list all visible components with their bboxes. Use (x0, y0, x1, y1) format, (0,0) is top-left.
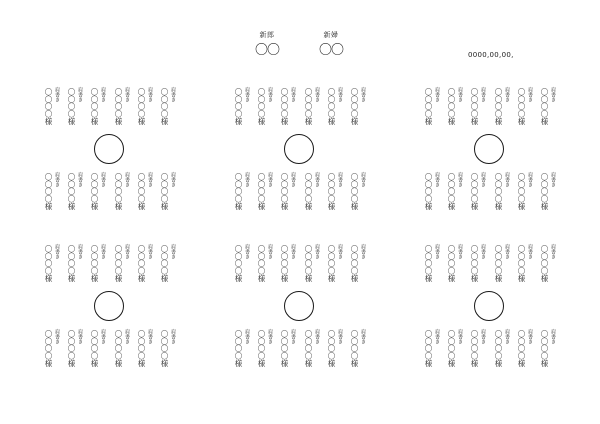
guest-title: 肩書き (480, 87, 486, 102)
guest-name: 〇〇〇〇様 (234, 245, 243, 282)
guest-seat (516, 172, 536, 213)
guest-name: 〇〇〇〇様 (424, 173, 433, 210)
round-table (474, 291, 504, 321)
guest-seat (43, 172, 63, 213)
guest-name: 〇〇〇〇様 (137, 88, 146, 125)
guest-seat (349, 329, 369, 370)
guest-title: 肩書き (100, 244, 106, 259)
guest-seat (233, 244, 253, 285)
guest-title: 肩書き (244, 244, 250, 259)
guest-seat (89, 87, 109, 128)
guest-seat (326, 329, 346, 370)
table-group (43, 87, 177, 228)
guest-name: 〇〇〇〇様 (234, 173, 243, 210)
guest-title: 肩書き (550, 244, 556, 259)
guest-name: 〇〇〇〇様 (114, 330, 123, 367)
guest-name: 〇〇〇〇様 (350, 88, 359, 125)
guest-title: 肩書き (457, 172, 463, 187)
guest-name: 〇〇〇〇様 (67, 330, 76, 367)
guest-title: 肩書き (457, 244, 463, 259)
guest-row (233, 244, 367, 285)
guest-name: 〇〇〇〇様 (67, 173, 76, 210)
guest-seat (349, 172, 369, 213)
guest-title: 肩書き (360, 87, 366, 102)
guest-name: 〇〇〇〇様 (257, 330, 266, 367)
guest-title: 肩書き (527, 172, 533, 187)
guest-seat (493, 172, 513, 213)
guest-name: 〇〇〇〇様 (257, 173, 266, 210)
guest-name: 〇〇〇〇様 (114, 245, 123, 282)
guest-seat (469, 172, 489, 213)
guest-seat (326, 87, 346, 128)
guest-seat (423, 329, 443, 370)
guest-seat (233, 172, 253, 213)
guest-name: 〇〇〇〇様 (114, 173, 123, 210)
guest-name: 〇〇〇〇様 (447, 330, 456, 367)
guest-row (423, 87, 557, 128)
guest-name: 〇〇〇〇様 (257, 88, 266, 125)
guest-seat (539, 244, 559, 285)
guest-seat (279, 244, 299, 285)
guest-name: 〇〇〇〇様 (424, 88, 433, 125)
guest-title: 肩書き (434, 244, 440, 259)
guest-title: 肩書き (170, 329, 176, 344)
guest-name: 〇〇〇〇様 (90, 173, 99, 210)
guest-title: 肩書き (124, 172, 130, 187)
guest-name: 〇〇〇〇様 (234, 88, 243, 125)
guest-title: 肩書き (550, 329, 556, 344)
guest-name: 〇〇〇〇様 (447, 88, 456, 125)
guest-title: 肩書き (290, 87, 296, 102)
guest-title: 肩書き (504, 172, 510, 187)
guest-title: 肩書き (290, 172, 296, 187)
guest-seat (113, 244, 133, 285)
guest-title: 肩書き (170, 87, 176, 102)
guest-name: 〇〇〇〇様 (517, 330, 526, 367)
guest-title: 肩書き (100, 172, 106, 187)
guest-name: 〇〇〇〇様 (137, 245, 146, 282)
guest-title: 肩書き (504, 329, 510, 344)
guest-name: 〇〇〇〇様 (540, 245, 549, 282)
event-date: 0000,00,00, (468, 51, 514, 59)
guest-seat (493, 244, 513, 285)
guest-seat (303, 244, 323, 285)
guest-seat (66, 329, 86, 370)
guest-seat (423, 87, 443, 128)
guest-seat (113, 329, 133, 370)
guest-seat (43, 87, 63, 128)
guest-name: 〇〇〇〇様 (137, 330, 146, 367)
guest-title: 肩書き (267, 329, 273, 344)
guest-seat (493, 87, 513, 128)
bride-title: 新婦 (323, 31, 339, 39)
guest-row (423, 329, 557, 370)
guest-name: 〇〇〇〇様 (350, 330, 359, 367)
guest-name: 〇〇〇〇様 (257, 245, 266, 282)
guest-name: 〇〇〇〇様 (137, 173, 146, 210)
guest-name: 〇〇〇〇様 (280, 245, 289, 282)
guest-title: 肩書き (267, 244, 273, 259)
guest-name: 〇〇〇〇様 (540, 88, 549, 125)
guest-row (43, 329, 177, 370)
guest-name: 〇〇〇〇様 (90, 245, 99, 282)
guest-seat (423, 244, 443, 285)
table-group (423, 87, 557, 228)
guest-name: 〇〇〇〇様 (447, 173, 456, 210)
guest-seat (539, 172, 559, 213)
guest-name: 〇〇〇〇様 (517, 173, 526, 210)
guest-seat (113, 87, 133, 128)
guest-title: 肩書き (170, 172, 176, 187)
guest-title: 肩書き (100, 329, 106, 344)
guest-name: 〇〇〇〇様 (44, 245, 53, 282)
guest-name: 〇〇〇〇様 (494, 88, 503, 125)
guest-title: 肩書き (457, 329, 463, 344)
table-group (233, 244, 367, 385)
guest-title: 肩書き (360, 244, 366, 259)
guest-seat (89, 172, 109, 213)
guest-title: 肩書き (527, 244, 533, 259)
guest-title: 肩書き (244, 87, 250, 102)
guest-name: 〇〇〇〇様 (90, 88, 99, 125)
guest-title: 肩書き (337, 172, 343, 187)
guest-title: 肩書き (244, 172, 250, 187)
guest-seat (256, 87, 276, 128)
guest-seat (446, 329, 466, 370)
guest-title: 肩書き (267, 172, 273, 187)
guest-name: 〇〇〇〇様 (304, 173, 313, 210)
guest-name: 〇〇〇〇様 (470, 330, 479, 367)
guest-name: 〇〇〇〇様 (160, 245, 169, 282)
guest-title: 肩書き (314, 172, 320, 187)
guest-name: 〇〇〇〇様 (304, 88, 313, 125)
guest-name: 〇〇〇〇様 (114, 88, 123, 125)
guest-name: 〇〇〇〇様 (540, 173, 549, 210)
guest-seat (279, 329, 299, 370)
guest-seat (539, 329, 559, 370)
guest-row (233, 172, 367, 213)
guest-seat (303, 87, 323, 128)
guest-name: 〇〇〇〇様 (327, 330, 336, 367)
guest-name: 〇〇〇〇様 (424, 245, 433, 282)
guest-seat (326, 172, 346, 213)
guest-seat (136, 244, 156, 285)
guest-title: 肩書き (360, 329, 366, 344)
guest-row (43, 244, 177, 285)
guest-name: 〇〇〇〇様 (494, 245, 503, 282)
guest-name: 〇〇〇〇様 (447, 245, 456, 282)
guest-title: 肩書き (77, 244, 83, 259)
guest-seat (66, 244, 86, 285)
guest-row (43, 172, 177, 213)
bride-name: 〇〇 (318, 43, 343, 58)
guest-name: 〇〇〇〇様 (494, 330, 503, 367)
guest-name: 〇〇〇〇様 (327, 173, 336, 210)
guest-name: 〇〇〇〇様 (350, 245, 359, 282)
table-group (233, 87, 367, 228)
guest-title: 肩書き (314, 244, 320, 259)
guest-name: 〇〇〇〇様 (44, 173, 53, 210)
guest-seat (469, 329, 489, 370)
guest-title: 肩書き (314, 87, 320, 102)
guest-title: 肩書き (100, 87, 106, 102)
bride-block (301, 31, 361, 59)
guest-name: 〇〇〇〇様 (160, 173, 169, 210)
guest-seat (256, 172, 276, 213)
guest-title: 肩書き (550, 172, 556, 187)
guest-seat (159, 172, 179, 213)
guest-title: 肩書き (434, 87, 440, 102)
guest-title: 肩書き (124, 87, 130, 102)
guest-name: 〇〇〇〇様 (327, 245, 336, 282)
guest-row (423, 172, 557, 213)
guest-name: 〇〇〇〇様 (304, 245, 313, 282)
guest-name: 〇〇〇〇様 (234, 330, 243, 367)
guest-title: 肩書き (550, 87, 556, 102)
guest-seat (539, 87, 559, 128)
guest-name: 〇〇〇〇様 (90, 330, 99, 367)
guest-name: 〇〇〇〇様 (304, 330, 313, 367)
guest-seat (136, 172, 156, 213)
guest-title: 肩書き (77, 172, 83, 187)
guest-seat (66, 87, 86, 128)
round-table (284, 134, 314, 164)
guest-title: 肩書き (147, 329, 153, 344)
guest-name: 〇〇〇〇様 (470, 88, 479, 125)
guest-name: 〇〇〇〇様 (327, 88, 336, 125)
guest-title: 肩書き (124, 329, 130, 344)
guest-name: 〇〇〇〇様 (67, 245, 76, 282)
guest-title: 肩書き (54, 244, 60, 259)
groom-block (237, 31, 297, 59)
guest-name: 〇〇〇〇様 (44, 330, 53, 367)
guest-seat (446, 87, 466, 128)
guest-seat (469, 87, 489, 128)
guest-title: 肩書き (147, 244, 153, 259)
guest-title: 肩書き (54, 172, 60, 187)
guest-row (423, 244, 557, 285)
guest-seat (256, 329, 276, 370)
guest-seat (516, 244, 536, 285)
guest-seat (279, 87, 299, 128)
guest-title: 肩書き (147, 172, 153, 187)
guest-name: 〇〇〇〇様 (67, 88, 76, 125)
guest-name: 〇〇〇〇様 (517, 88, 526, 125)
groom-title: 新郎 (259, 31, 275, 39)
guest-title: 肩書き (337, 244, 343, 259)
guest-seat (43, 329, 63, 370)
guest-title: 肩書き (527, 329, 533, 344)
guest-title: 肩書き (290, 329, 296, 344)
guest-title: 肩書き (54, 329, 60, 344)
guest-seat (159, 87, 179, 128)
guest-seat (159, 329, 179, 370)
guest-name: 〇〇〇〇様 (44, 88, 53, 125)
guest-seat (256, 244, 276, 285)
guest-title: 肩書き (434, 329, 440, 344)
guest-title: 肩書き (267, 87, 273, 102)
guest-seat (516, 87, 536, 128)
table-group (423, 244, 557, 385)
guest-seat (446, 172, 466, 213)
guest-seat (66, 172, 86, 213)
guest-seat (43, 244, 63, 285)
guest-title: 肩書き (457, 87, 463, 102)
guest-name: 〇〇〇〇様 (280, 88, 289, 125)
guest-name: 〇〇〇〇様 (280, 330, 289, 367)
guest-title: 肩書き (314, 329, 320, 344)
guest-seat (446, 244, 466, 285)
guest-seat (303, 329, 323, 370)
round-table (94, 134, 124, 164)
guest-name: 〇〇〇〇様 (470, 173, 479, 210)
guest-seat (136, 329, 156, 370)
guest-name: 〇〇〇〇様 (494, 173, 503, 210)
round-table (284, 291, 314, 321)
guest-row (233, 87, 367, 128)
guest-seat (233, 329, 253, 370)
guest-title: 肩書き (480, 244, 486, 259)
guest-title: 肩書き (77, 87, 83, 102)
guest-title: 肩書き (147, 87, 153, 102)
guest-title: 肩書き (434, 172, 440, 187)
round-table (474, 134, 504, 164)
guest-title: 肩書き (480, 329, 486, 344)
guest-seat (469, 244, 489, 285)
guest-title: 肩書き (480, 172, 486, 187)
guest-name: 〇〇〇〇様 (160, 330, 169, 367)
guest-name: 〇〇〇〇様 (280, 173, 289, 210)
guest-seat (493, 329, 513, 370)
guest-seat (136, 87, 156, 128)
guest-title: 肩書き (244, 329, 250, 344)
guest-row (233, 329, 367, 370)
guest-seat (233, 87, 253, 128)
guest-seat (349, 244, 369, 285)
guest-name: 〇〇〇〇様 (350, 173, 359, 210)
guest-name: 〇〇〇〇様 (517, 245, 526, 282)
guest-title: 肩書き (527, 87, 533, 102)
guest-seat (159, 244, 179, 285)
guest-title: 肩書き (504, 87, 510, 102)
guest-seat (303, 172, 323, 213)
guest-name: 〇〇〇〇様 (540, 330, 549, 367)
guest-title: 肩書き (360, 172, 366, 187)
guest-seat (326, 244, 346, 285)
guest-seat (516, 329, 536, 370)
table-group (43, 244, 177, 385)
guest-seat (349, 87, 369, 128)
guest-name: 〇〇〇〇様 (160, 88, 169, 125)
guest-seat (89, 244, 109, 285)
guest-title: 肩書き (124, 244, 130, 259)
guest-title: 肩書き (170, 244, 176, 259)
guest-seat (89, 329, 109, 370)
groom-name: 〇〇 (254, 43, 279, 58)
guest-row (43, 87, 177, 128)
guest-seat (423, 172, 443, 213)
round-table (94, 291, 124, 321)
guest-title: 肩書き (54, 87, 60, 102)
guest-title: 肩書き (290, 244, 296, 259)
guest-name: 〇〇〇〇様 (424, 330, 433, 367)
guest-title: 肩書き (504, 244, 510, 259)
guest-title: 肩書き (337, 87, 343, 102)
guest-name: 〇〇〇〇様 (470, 245, 479, 282)
guest-title: 肩書き (337, 329, 343, 344)
guest-seat (279, 172, 299, 213)
guest-title: 肩書き (77, 329, 83, 344)
guest-seat (113, 172, 133, 213)
